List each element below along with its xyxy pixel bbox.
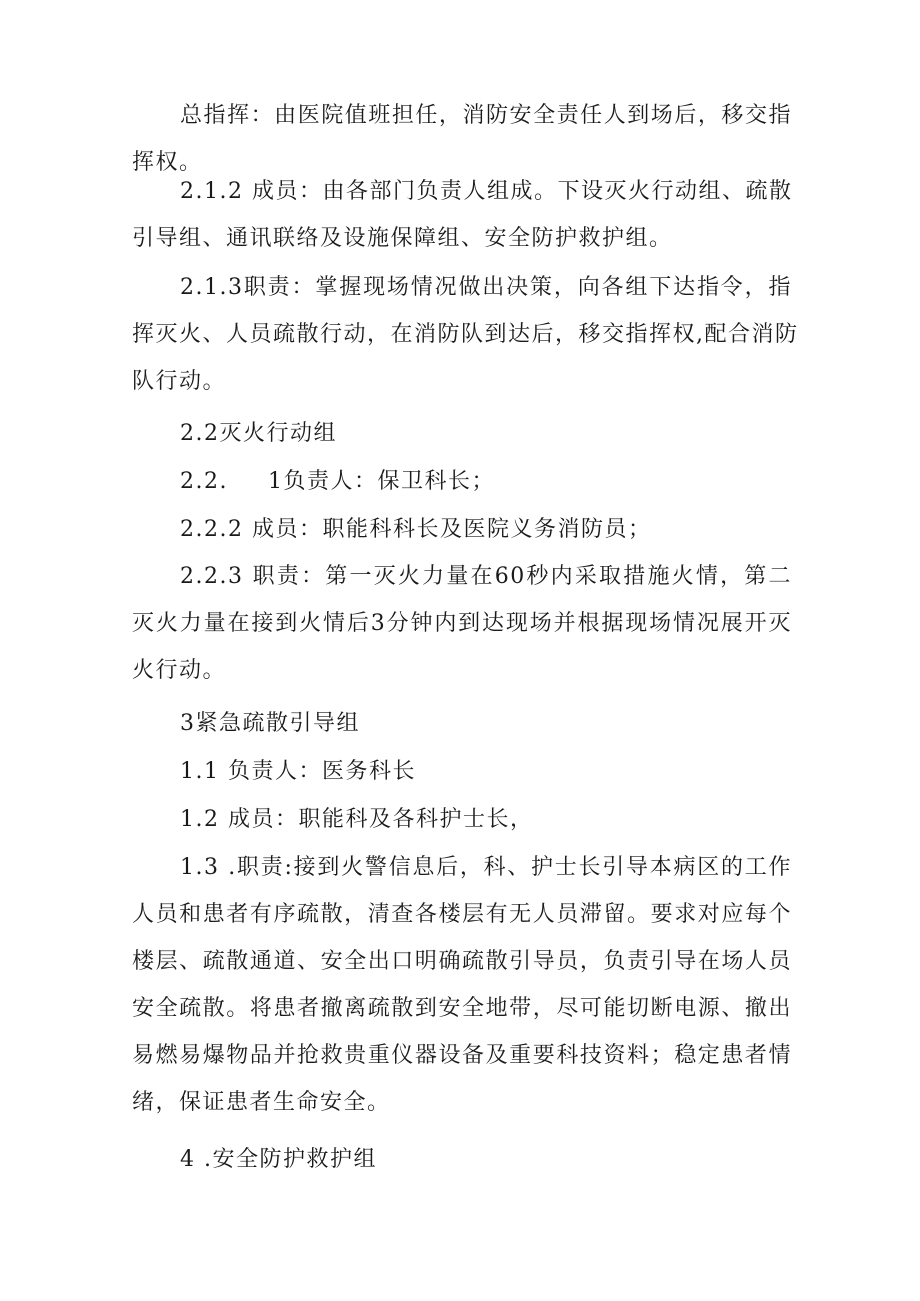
text-line: 挥灭火、人员疏散行动，在消防队到达后，移交指挥权,配合消防 xyxy=(132,322,799,347)
text-line: 安全疏散。将患者撤离疏散到安全地带，尽可能切断电源、撤出 xyxy=(132,996,792,1021)
paragraph-fire-duties xyxy=(132,553,792,694)
text-line: 2.2.3 职责：第一灭火力量在60秒内采取措施火情，第二 xyxy=(180,564,792,589)
section-heading-fire-action: 2.2灭火行动组 xyxy=(180,421,337,446)
text-line: 1负责人：保卫科长； xyxy=(267,469,495,494)
paragraph-duties xyxy=(132,264,799,405)
text-line: 总指挥：由医院值班担任，消防安全责任人到场后，移交指 xyxy=(180,103,792,128)
text-line: 楼层、疏散通道、安全出口明确疏散引导员，负责引导在场人员 xyxy=(132,949,792,974)
text-line: 挥权。 xyxy=(132,150,203,175)
text-line: 火行动。 xyxy=(132,658,227,683)
section-heading-evacuation: 3紧急疏散引导组 xyxy=(180,711,360,736)
text-line: 2.1.3职责：掌握现场情况做出决策，向各组下达指令，指 xyxy=(180,275,792,300)
paragraph-evac-members: 1.2 成员：职能科及各科护士长， xyxy=(180,807,534,832)
text-line: 队行动。 xyxy=(132,369,227,394)
paragraph-fire-members: 2.2.2 成员：职能科科长及医院义务消防员； xyxy=(180,517,652,542)
text-line: 人员和患者有序疏散，清查各楼层有无人员滞留。要求对应每个 xyxy=(132,902,792,927)
paragraph-evac-duties xyxy=(132,844,792,1126)
paragraph-fire-leader xyxy=(180,458,495,505)
text-line: 1.3 .职责:接到火警信息后，科、护士长引导本病区的工作 xyxy=(180,855,792,880)
text-line: 2.1.2 成员：由各部门负责人组成。下设灭火行动组、疏散 xyxy=(180,179,793,204)
text-line: 灭火力量在接到火情后3分钟内到达现场并根据现场情况展开灭 xyxy=(132,611,792,636)
section-number: 2.2. xyxy=(180,469,228,494)
text-line: 易燃易爆物品并抢救贵重仪器设备及重要科技资料；稳定患者情 xyxy=(132,1043,792,1068)
paragraph-members xyxy=(132,168,792,262)
text-line: 引导组、通讯联络及设施保障组、安全防护救护组。 xyxy=(132,226,673,251)
section-heading-safety-rescue: 4 .安全防护救护组 xyxy=(180,1147,377,1172)
paragraph-evac-leader: 1.1 负责人：医务科长 xyxy=(180,759,416,784)
text-line: 绪，保证患者生命安全。 xyxy=(132,1090,391,1115)
